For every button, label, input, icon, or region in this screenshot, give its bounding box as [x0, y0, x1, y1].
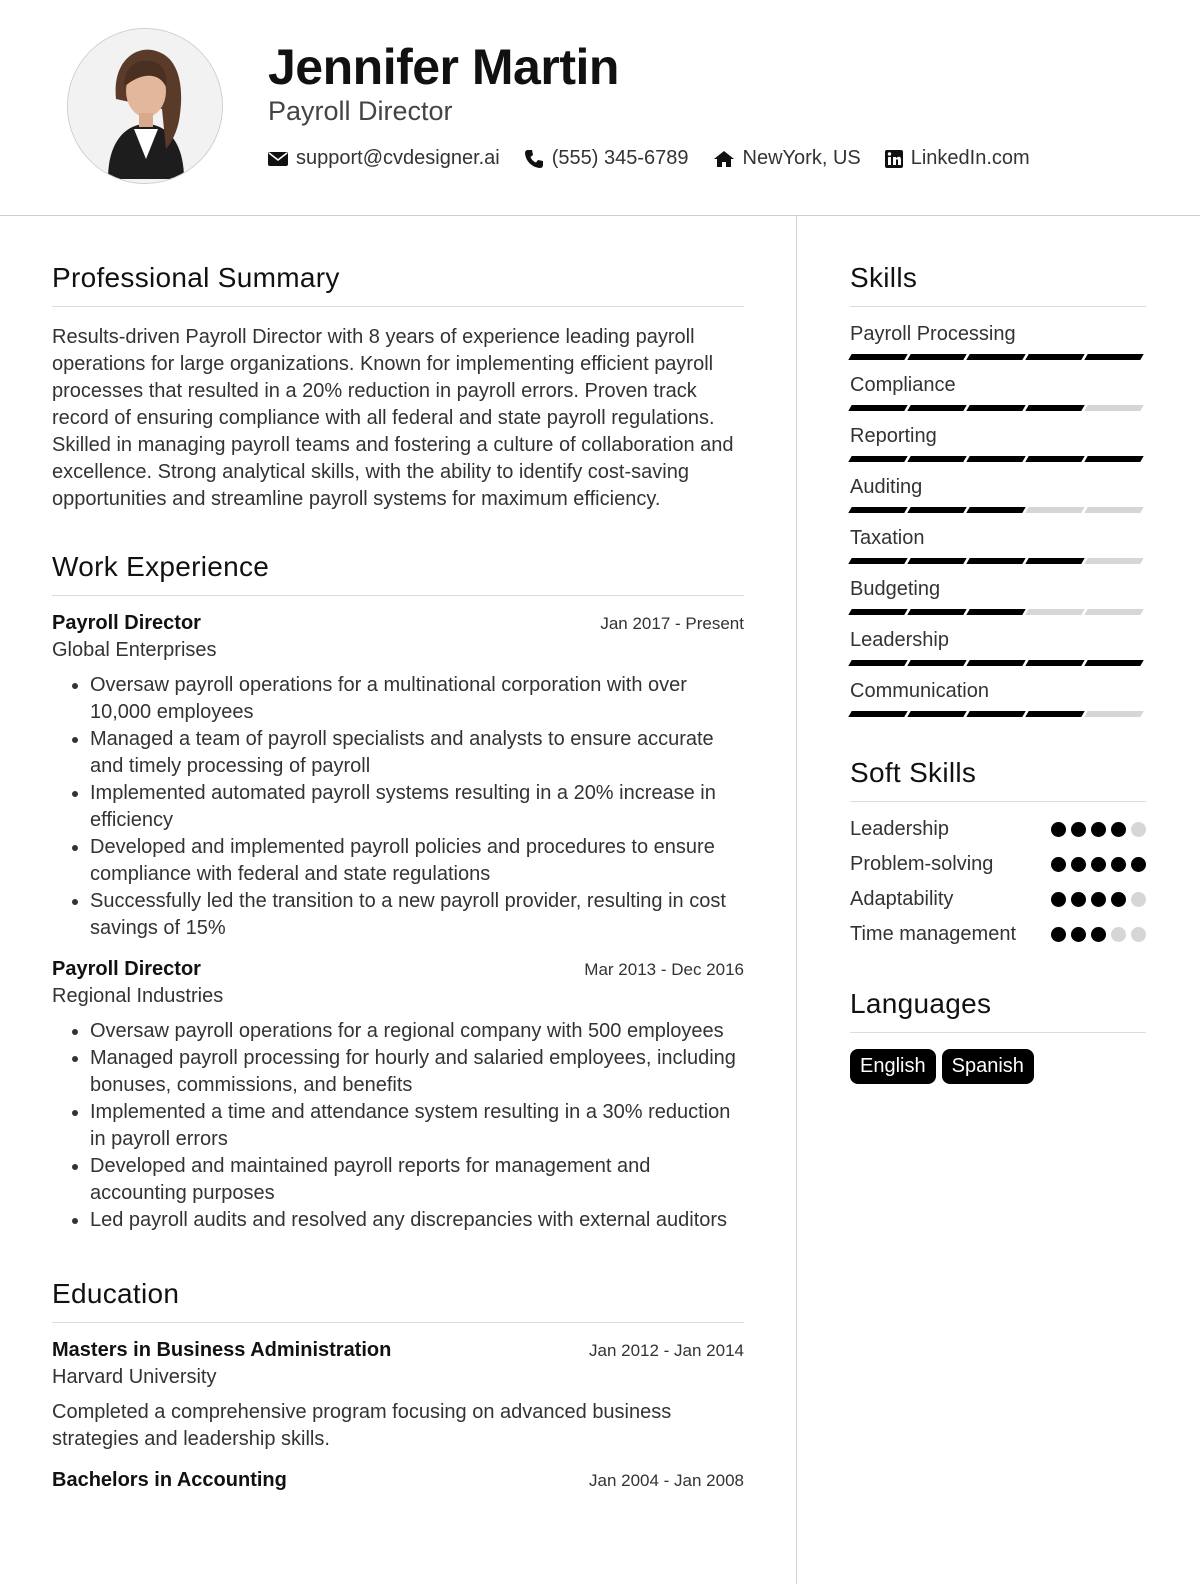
skill-name: Communication [850, 680, 989, 702]
skill-level-segment [966, 609, 1025, 615]
skill-level-segment [1084, 660, 1143, 666]
summary-section [52, 262, 744, 513]
soft-skills-list [850, 816, 1146, 948]
soft-skill-rating [1046, 822, 1146, 837]
education-heading: Education [52, 1278, 744, 1323]
skill-level-bar [850, 558, 1146, 564]
candidate-title: Payroll Director [268, 96, 453, 126]
envelope-icon [268, 151, 288, 167]
list-item: • Successfully led the transition to a new payroll provider, resulting in cost savings of 15% [90, 888, 744, 942]
language-tag: English [850, 1049, 936, 1084]
skill-item [850, 476, 1146, 513]
skill-level-segment [907, 609, 966, 615]
rating-dot [1111, 892, 1126, 907]
skill-item [850, 629, 1146, 666]
skill-level-segment [1084, 507, 1143, 513]
linkedin-text: LinkedIn.com [910, 147, 1030, 169]
soft-skill-item [850, 921, 1146, 948]
rating-dot [1091, 857, 1106, 872]
skill-item [850, 374, 1146, 411]
candidate-name: Jennifer Martin [268, 39, 619, 95]
skill-level-segment [848, 354, 907, 360]
skill-level-segment [1025, 660, 1084, 666]
rating-dot [1051, 927, 1066, 942]
skill-level-segment [907, 456, 966, 462]
skills-list [850, 323, 1146, 717]
experience-heading: Work Experience [52, 551, 744, 596]
phone-text: (555) 345-6789 [551, 147, 689, 169]
education-entry [52, 1469, 744, 1492]
skill-level-bar [850, 711, 1146, 717]
skill-item [850, 323, 1146, 360]
summary-heading: Professional Summary [52, 262, 744, 307]
education-entry [52, 1339, 744, 1453]
rating-dot [1131, 927, 1146, 942]
linkedin-icon [885, 150, 903, 168]
job-bullets [52, 1018, 744, 1234]
skill-level-segment [848, 711, 907, 717]
education-description: Completed a comprehensive program focusing on advanced business strategies and leadership skills. [52, 1401, 672, 1450]
skill-item [850, 425, 1146, 462]
skill-level-segment [1084, 354, 1143, 360]
skills-heading: Skills [850, 262, 1146, 307]
soft-skill-name: Time management [850, 923, 1016, 945]
skills-section [850, 262, 1146, 717]
degree-name: Masters in Business Administration [52, 1339, 392, 1361]
rating-dot [1131, 857, 1146, 872]
skill-level-segment [966, 405, 1025, 411]
summary-text: Results-driven Payroll Director with 8 years of experience leading payroll operations for large organizations. Known for implementing efficient payroll processes that resulted in a 20% reduction in payroll errors. Proven track record of ensuring compliance with all federal and state payroll regulations. Skilled in managing payroll teams and fostering a culture of collaboration and excellence. Strong analytical skills, with the ability to identify cost-saving opportunities and streamline payroll systems for maximum efficiency. [52, 326, 734, 510]
skill-level-segment [1025, 609, 1084, 615]
rating-dot [1071, 822, 1086, 837]
person-photo-icon [68, 29, 223, 184]
skill-level-segment [966, 354, 1025, 360]
skill-level-segment [1025, 405, 1084, 411]
job-dates: Mar 2013 - Dec 2016 [584, 960, 744, 979]
skill-level-segment [848, 660, 907, 666]
skill-name: Leadership [850, 629, 949, 651]
school-name: Harvard University [52, 1366, 217, 1388]
job-entry [52, 612, 744, 942]
contact-phone[interactable] [524, 147, 689, 170]
skill-item [850, 527, 1146, 564]
skill-name: Reporting [850, 425, 937, 447]
skill-name: Budgeting [850, 578, 941, 600]
skill-level-bar [850, 660, 1146, 666]
skill-level-segment [1084, 405, 1143, 411]
rating-dot [1131, 822, 1146, 837]
skill-level-segment [907, 711, 966, 717]
list-item: • Implemented automated payroll systems resulting in a 20% increase in efficiency [90, 780, 744, 834]
rating-dot [1051, 892, 1066, 907]
profile-photo [67, 28, 223, 184]
job-role: Payroll Director [52, 958, 201, 980]
skill-level-segment [966, 711, 1025, 717]
skill-name: Auditing [850, 476, 923, 498]
resume-header [0, 0, 1200, 216]
skill-name: Taxation [850, 527, 925, 549]
skill-level-segment [848, 405, 907, 411]
skill-item [850, 578, 1146, 615]
skill-level-segment [907, 660, 966, 666]
list-item: • Developed and implemented payroll policies and procedures to ensure compliance with federal and state regulations [90, 834, 744, 888]
soft-skill-name: Adaptability [850, 888, 954, 910]
contact-linkedin[interactable] [885, 147, 1030, 170]
phone-icon [524, 149, 544, 169]
skill-level-segment [1084, 711, 1143, 717]
list-item: • Oversaw payroll operations for a multinational corporation with over 10,000 employees [90, 672, 744, 726]
education-dates: Jan 2004 - Jan 2008 [588, 1471, 744, 1490]
skill-level-segment [966, 558, 1025, 564]
skill-level-segment [848, 558, 907, 564]
skill-level-segment [1025, 711, 1084, 717]
email-text: support@cvdesigner.ai [296, 147, 500, 169]
skill-level-segment [966, 507, 1025, 513]
rating-dot [1091, 822, 1106, 837]
skill-level-segment [907, 354, 966, 360]
skill-level-bar [850, 507, 1146, 513]
home-icon [713, 150, 735, 168]
skill-level-bar [850, 405, 1146, 411]
degree-name: Bachelors in Accounting [52, 1469, 287, 1491]
skill-level-segment [907, 558, 966, 564]
skill-level-segment [966, 456, 1025, 462]
list-item: • Managed a team of payroll specialists and analysts to ensure accurate and timely processing of payroll [90, 726, 744, 780]
rating-dot [1071, 892, 1086, 907]
language-tag: Spanish [942, 1049, 1034, 1084]
contact-row [268, 147, 1054, 170]
education-section [52, 1278, 744, 1492]
languages-heading: Languages [850, 988, 1146, 1033]
skill-level-bar [850, 354, 1146, 360]
rating-dot [1111, 857, 1126, 872]
skill-level-bar [850, 456, 1146, 462]
location-text: NewYork, US [742, 147, 861, 169]
rating-dot [1091, 927, 1106, 942]
skill-level-segment [1025, 507, 1084, 513]
soft-skill-rating [1046, 927, 1146, 942]
soft-skill-rating [1046, 857, 1146, 872]
sidebar-column [850, 262, 1146, 1084]
skill-level-segment [966, 660, 1025, 666]
skill-item [850, 680, 1146, 717]
soft-skill-name: Leadership [850, 818, 949, 840]
skill-name: Payroll Processing [850, 323, 1016, 345]
languages-list [850, 1049, 1146, 1084]
languages-section [850, 988, 1146, 1084]
rating-dot [1111, 927, 1126, 942]
education-dates: Jan 2012 - Jan 2014 [588, 1341, 744, 1360]
soft-skill-rating [1046, 892, 1146, 907]
job-company: Regional Industries [52, 985, 224, 1007]
skill-level-segment [1084, 558, 1143, 564]
job-entry [52, 958, 744, 1234]
contact-location [713, 147, 861, 170]
rating-dot [1051, 822, 1066, 837]
skill-level-segment [1084, 456, 1143, 462]
skill-level-segment [848, 609, 907, 615]
main-column [52, 262, 744, 1492]
skill-name: Compliance [850, 374, 956, 396]
skill-level-segment [1084, 609, 1143, 615]
skill-level-segment [1025, 354, 1084, 360]
rating-dot [1131, 892, 1146, 907]
skill-level-segment [848, 456, 907, 462]
list-item: • Developed and maintained payroll reports for management and accounting purposes [90, 1153, 744, 1207]
job-role: Payroll Director [52, 612, 201, 634]
list-item: • Oversaw payroll operations for a regional company with 500 employees [90, 1018, 744, 1045]
soft-skills-section [850, 757, 1146, 948]
list-item: • Led payroll audits and resolved any discrepancies with external auditors [90, 1207, 744, 1234]
skill-level-segment [907, 507, 966, 513]
rating-dot [1071, 857, 1086, 872]
contact-email[interactable] [268, 147, 500, 170]
job-dates: Jan 2017 - Present [600, 614, 744, 633]
job-company: Global Enterprises [52, 639, 217, 661]
soft-skill-item [850, 886, 1146, 913]
rating-dot [1091, 892, 1106, 907]
skill-level-segment [1025, 456, 1084, 462]
rating-dot [1051, 857, 1066, 872]
list-item: • Managed payroll processing for hourly and salaried employees, including bonuses, commissions, and benefits [90, 1045, 744, 1099]
rating-dot [1071, 927, 1086, 942]
skill-level-bar [850, 609, 1146, 615]
experience-section [52, 551, 744, 1234]
skill-level-segment [907, 405, 966, 411]
column-divider [796, 216, 797, 1584]
list-item: • Implemented a time and attendance system resulting in a 30% reduction in payroll errors [90, 1099, 744, 1153]
job-bullets [52, 672, 744, 942]
skill-level-segment [1025, 558, 1084, 564]
soft-skills-heading: Soft Skills [850, 757, 1146, 802]
skill-level-segment [848, 507, 907, 513]
soft-skill-name: Problem-solving [850, 853, 994, 875]
soft-skill-item [850, 816, 1146, 843]
soft-skill-item [850, 851, 1146, 878]
rating-dot [1111, 822, 1126, 837]
